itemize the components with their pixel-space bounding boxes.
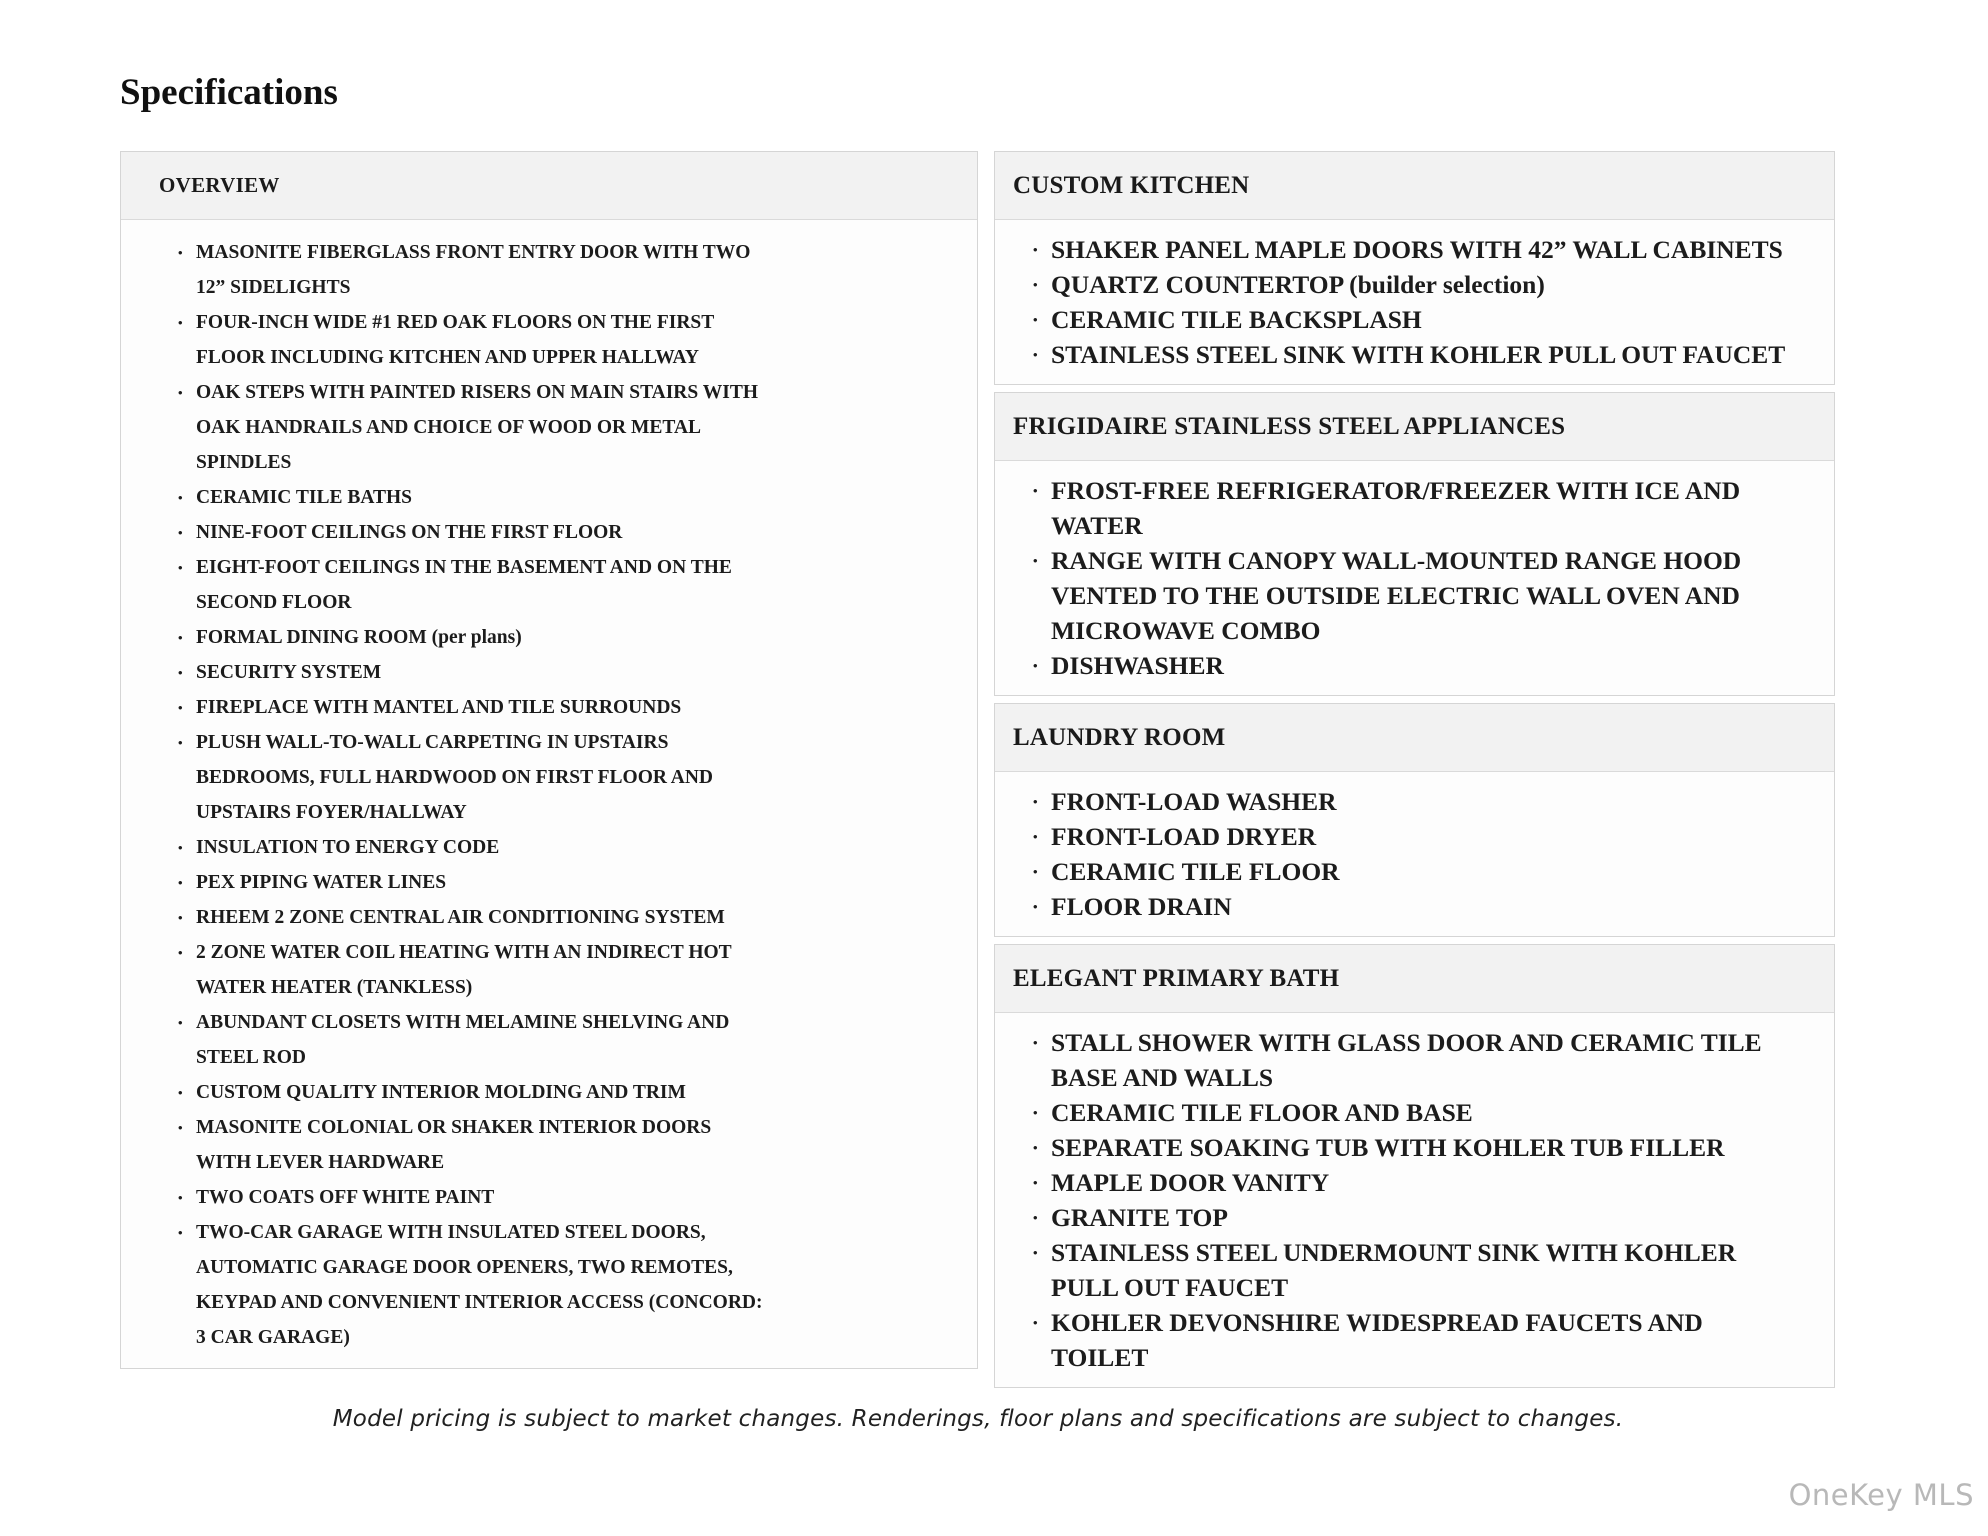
list-item: • RANGE WITH CANOPY WALL-MOUNTED RANGE HOOD VENTED TO THE OUTSIDE ELECTRIC WALL OVEN AND MICROWAVE COMBO	[1031, 543, 1801, 648]
list-item: • OAK STEPS WITH PAINTED RISERS ON MAIN STAIRS WITH OAK HANDRAILS AND CHOICE OF WOOD OR METAL SPINDLES	[176, 375, 766, 480]
page-title: Specifications	[120, 72, 338, 113]
section-header: FRIGIDAIRE STAINLESS STEEL APPLIANCES	[995, 393, 1834, 461]
section-list	[995, 1013, 1834, 1387]
section-list	[995, 461, 1834, 695]
list-item: • CERAMIC TILE FLOOR	[1031, 854, 1801, 889]
section-list	[121, 220, 977, 1368]
list-item: • CERAMIC TILE BATHS	[176, 480, 766, 515]
list-item: • MASONITE COLONIAL OR SHAKER INTERIOR DOORS WITH LEVER HARDWARE	[176, 1110, 766, 1180]
section-header: ELEGANT PRIMARY BATH	[995, 945, 1834, 1013]
list-item: • FRONT-LOAD WASHER	[1031, 784, 1801, 819]
spec-section	[994, 703, 1835, 937]
section-list	[995, 772, 1834, 936]
list-item: • FROST-FREE REFRIGERATOR/FREEZER WITH ICE AND WATER	[1031, 473, 1801, 543]
list-item: • EIGHT-FOOT CEILINGS IN THE BASEMENT AND ON THE SECOND FLOOR	[176, 550, 766, 620]
spec-columns	[120, 151, 1836, 1388]
spec-section	[994, 944, 1835, 1388]
list-item: • SEPARATE SOAKING TUB WITH KOHLER TUB FILLER	[1031, 1130, 1801, 1165]
list-item: • FIREPLACE WITH MANTEL AND TILE SURROUNDS	[176, 690, 766, 725]
list-item: • PLUSH WALL-TO-WALL CARPETING IN UPSTAIRS BEDROOMS, FULL HARDWOOD ON FIRST FLOOR AND UPSTAIRS FOYER/HALLWAY	[176, 725, 766, 830]
spec-sheet	[120, 74, 1836, 1432]
list-item: • FLOOR DRAIN	[1031, 889, 1801, 924]
section-header: OVERVIEW	[121, 152, 977, 220]
section-header: LAUNDRY ROOM	[995, 704, 1834, 772]
list-item: • CERAMIC TILE FLOOR AND BASE	[1031, 1095, 1801, 1130]
mls-watermark: OneKey MLS	[1788, 1478, 1974, 1512]
list-item: • STAINLESS STEEL UNDERMOUNT SINK WITH KOHLER PULL OUT FAUCET	[1031, 1235, 1801, 1305]
disclaimer-note: Model pricing is subject to market changes. Renderings, floor plans and specifications are subject to changes.	[332, 1406, 1624, 1432]
list-item: • PEX PIPING WATER LINES	[176, 865, 766, 900]
list-item: • QUARTZ COUNTERTOP (builder selection)	[1031, 267, 1801, 302]
list-item: • FOUR-INCH WIDE #1 RED OAK FLOORS ON THE FIRST FLOOR INCLUDING KITCHEN AND UPPER HALLWAY	[176, 305, 766, 375]
list-item: • TWO COATS OFF WHITE PAINT	[176, 1180, 766, 1215]
list-item: • MASONITE FIBERGLASS FRONT ENTRY DOOR WITH TWO 12” SIDELIGHTS	[176, 235, 766, 305]
list-item: • INSULATION TO ENERGY CODE	[176, 830, 766, 865]
list-item: • KOHLER DEVONSHIRE WIDESPREAD FAUCETS AND TOILET	[1031, 1305, 1801, 1375]
list-item: • SECURITY SYSTEM	[176, 655, 766, 690]
list-item: • TWO-CAR GARAGE WITH INSULATED STEEL DOORS, AUTOMATIC GARAGE DOOR OPENERS, TWO REMOTES, KEYPAD AND CONVENIENT INTERIOR ACCESS (CONCORD: 3 CAR GARAGE)	[176, 1215, 766, 1355]
list-item: • GRANITE TOP	[1031, 1200, 1801, 1235]
list-item: • FRONT-LOAD DRYER	[1031, 819, 1801, 854]
spec-section	[994, 392, 1835, 696]
list-item: • DISHWASHER	[1031, 648, 1801, 683]
column-left	[120, 151, 978, 1369]
spec-section	[994, 151, 1835, 385]
list-item: • CERAMIC TILE BACKSPLASH	[1031, 302, 1801, 337]
list-item: • ABUNDANT CLOSETS WITH MELAMINE SHELVING AND STEEL ROD	[176, 1005, 766, 1075]
list-item: • SHAKER PANEL MAPLE DOORS WITH 42” WALL CABINETS	[1031, 232, 1801, 267]
list-item: • MAPLE DOOR VANITY	[1031, 1165, 1801, 1200]
list-item: • STALL SHOWER WITH GLASS DOOR AND CERAMIC TILE BASE AND WALLS	[1031, 1025, 1801, 1095]
list-item: • FORMAL DINING ROOM (per plans)	[176, 620, 766, 655]
section-header: CUSTOM KITCHEN	[995, 152, 1834, 220]
list-item: • CUSTOM QUALITY INTERIOR MOLDING AND TRIM	[176, 1075, 766, 1110]
column-right	[994, 151, 1835, 1388]
section-list	[995, 220, 1834, 384]
list-item: • 2 ZONE WATER COIL HEATING WITH AN INDIRECT HOT WATER HEATER (TANKLESS)	[176, 935, 766, 1005]
list-item: • STAINLESS STEEL SINK WITH KOHLER PULL OUT FAUCET	[1031, 337, 1801, 372]
list-item: • NINE-FOOT CEILINGS ON THE FIRST FLOOR	[176, 515, 766, 550]
spec-section	[120, 151, 978, 1369]
list-item: • RHEEM 2 ZONE CENTRAL AIR CONDITIONING SYSTEM	[176, 900, 766, 935]
